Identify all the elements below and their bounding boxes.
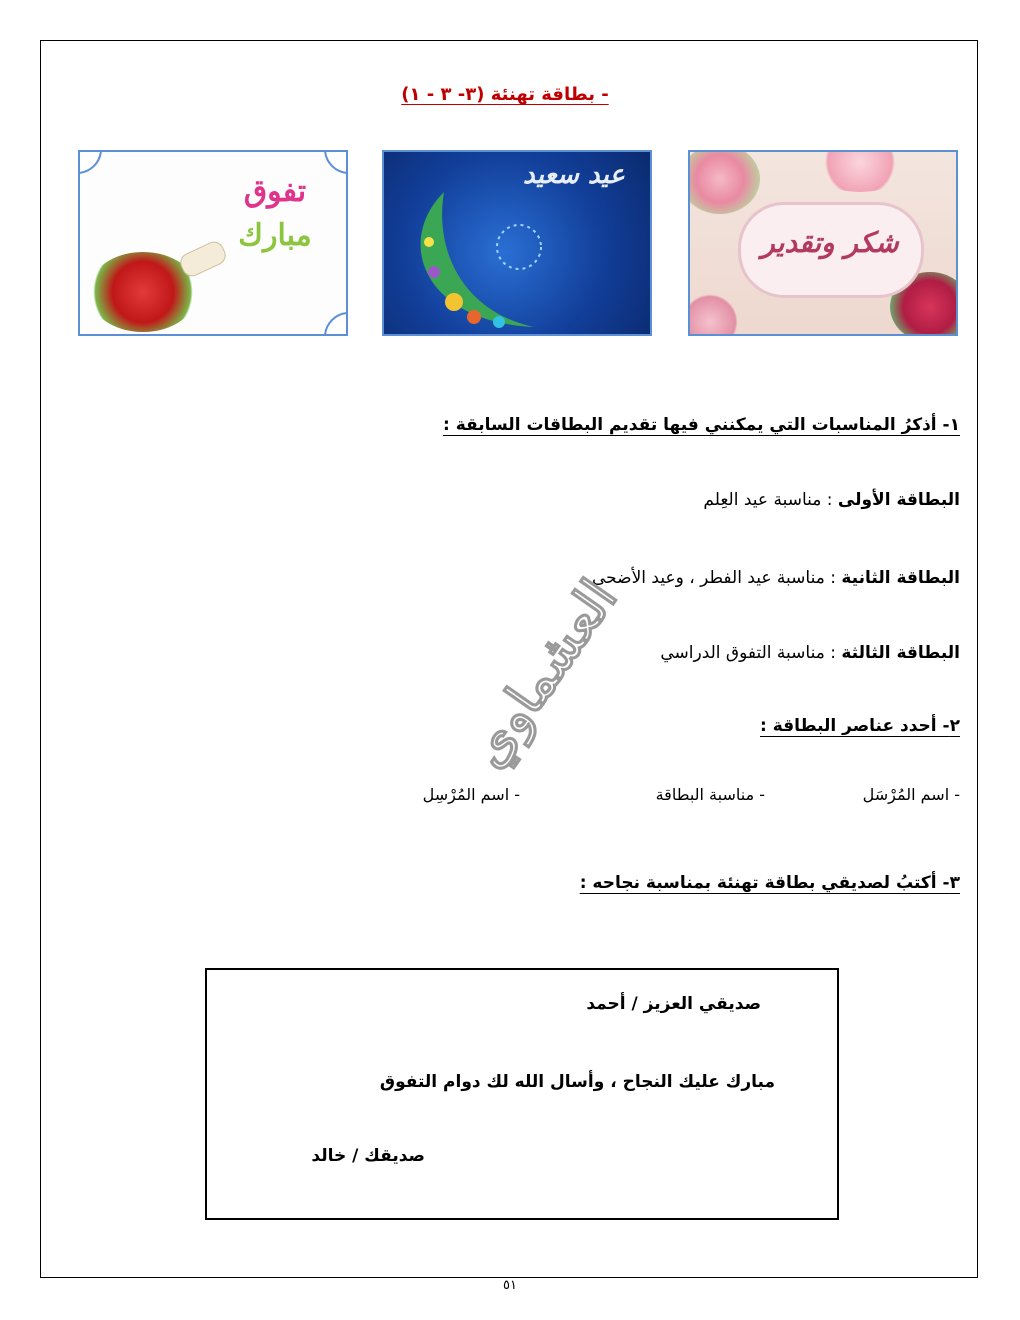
flower-icon xyxy=(688,150,760,214)
card-eid-text: عيد سعيد xyxy=(523,160,625,190)
answer-row-2 xyxy=(592,568,960,588)
corner-notch xyxy=(78,150,102,174)
answer-text: : مناسبة عيد الفطر ، وعيد الأضحى xyxy=(592,568,842,588)
corner-notch xyxy=(324,312,348,336)
corner-notch xyxy=(324,150,348,174)
answer-text: : مناسبة التفوق الدراسي xyxy=(660,643,842,663)
card-thanks-image xyxy=(688,150,958,336)
signature-line: صديقك / خالد xyxy=(311,1146,425,1166)
answer-row-3 xyxy=(660,643,960,663)
scroll-icon xyxy=(177,238,229,279)
question-1-heading: ١- أذكرُ المناسبات التي يمكنني فيها تقديم البطاقات السابقة : xyxy=(442,415,960,435)
card-excellence-image xyxy=(78,150,348,336)
element-item-2: - مناسبة البطاقة xyxy=(655,785,765,804)
question-3-heading: ٣- أكتبُ لصديقي بطاقة تهنئة بمناسبة نجاحه : xyxy=(579,873,960,893)
greeting-card-box xyxy=(205,968,839,1220)
answer-label: البطاقة الثانية xyxy=(841,568,960,588)
element-item-3: - اسم المُرْسِل xyxy=(422,785,520,804)
card-eid-image xyxy=(382,150,652,336)
page-number: ٥١ xyxy=(503,1278,517,1293)
greeting-line: صديقي العزيز / أحمد xyxy=(586,994,761,1014)
answer-row-1 xyxy=(703,490,960,510)
answer-label: البطاقة الأولى xyxy=(837,490,960,510)
watermark-text: العشماوي xyxy=(456,568,630,779)
card-excellence-text-1: تفوق xyxy=(243,174,307,209)
flower-icon xyxy=(810,150,910,192)
card-excellence-text-2: مبارك xyxy=(238,218,312,253)
element-item-1: - اسم المُرْسَل xyxy=(862,785,960,804)
flower-icon xyxy=(688,292,745,336)
page-title: - بطاقة تهنئة (٣- ٣ - ١) xyxy=(401,84,609,105)
message-line: مبارك عليك النجاح ، وأسال الله لك دوام التفوق xyxy=(379,1072,775,1092)
question-2-heading: ٢- أحدد عناصر البطاقة : xyxy=(759,716,960,736)
answer-label: البطاقة الثالثة xyxy=(841,643,960,663)
card-thanks-text: شكر وتقدير xyxy=(761,226,899,259)
answer-text: : مناسبة عيد العِلم xyxy=(703,490,838,510)
